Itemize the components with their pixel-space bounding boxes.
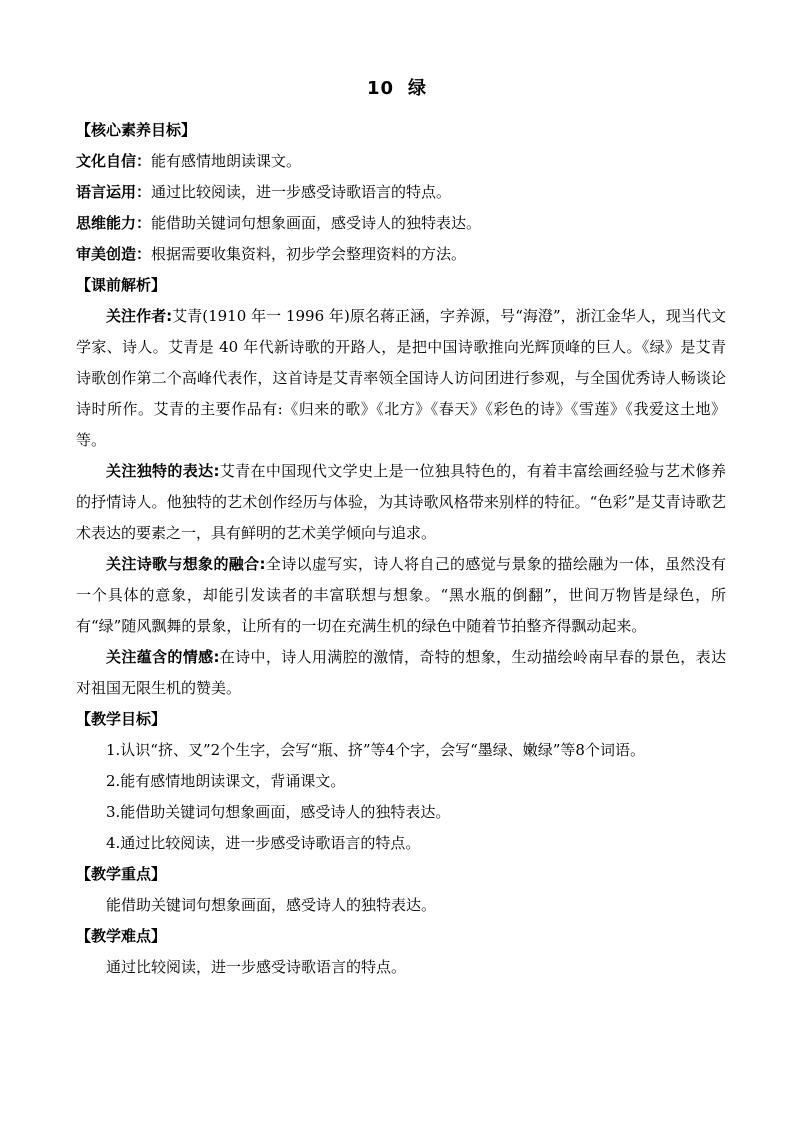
teaching-goals-heading: 【教学目标】 bbox=[76, 710, 167, 728]
core-goal-text: 根据需要收集资料，初步学会整理资料的方法。 bbox=[151, 245, 467, 263]
analysis-label: 关注作者: bbox=[106, 307, 173, 325]
analysis-paragraph bbox=[76, 642, 726, 704]
key-points-heading: 【教学重点】 bbox=[76, 865, 167, 883]
analysis-heading: 【课前解析】 bbox=[76, 276, 167, 294]
analysis-label: 关注诗歌与想象的融合: bbox=[106, 555, 266, 573]
core-goal-item bbox=[76, 177, 726, 208]
teaching-goal-item: 2.能有感情地朗读课文，背诵课文。 bbox=[106, 772, 346, 790]
core-goal-item bbox=[76, 208, 726, 239]
key-points-text: 能借助关键词句想象画面，感受诗人的独特表达。 bbox=[106, 896, 437, 914]
teaching-goal-item: 3.能借助关键词句想象画面，感受诗人的独特表达。 bbox=[106, 803, 451, 821]
difficulties-heading: 【教学难点】 bbox=[76, 927, 167, 945]
core-goal-item bbox=[76, 146, 726, 177]
lesson-title: 绿 bbox=[408, 78, 428, 99]
analysis-paragraph bbox=[76, 301, 726, 456]
teaching-goal-item: 1.认识“挤、叉”2个生字，会写“瓶、挤”等4个字，会写“墨绿、嫩绿”等8个词语。 bbox=[106, 741, 645, 759]
core-goal-item bbox=[76, 239, 726, 270]
analysis-text: 在诗中，诗人用满腔的激情，奇特的想象，生动描绘岭南早春的景色，表达对祖国无限生机的赞美。 bbox=[76, 648, 726, 697]
core-goal-label: 审美创造： bbox=[76, 245, 152, 263]
core-goal-text: 通过比较阅读，进一步感受诗歌语言的特点。 bbox=[151, 183, 452, 201]
core-goal-label: 文化自信： bbox=[76, 152, 152, 170]
page-title bbox=[0, 74, 794, 100]
core-goal-text: 能借助关键词句想象画面，感受诗人的独特表达。 bbox=[151, 214, 482, 232]
analysis-paragraph bbox=[76, 549, 726, 642]
lesson-number: 10 bbox=[366, 78, 395, 99]
analysis-label: 关注蕴含的情感: bbox=[106, 648, 220, 666]
analysis-text: 全诗以虚写实，诗人将自己的感觉与景象的描绘融为一体，虽然没有一个具体的意象，却能引发读者的丰富联想与想象。“黑水瓶的倒翻”，世间万物皆是绿色，所有“绿”随风飘舞的景象，让所有的一切在充满生机的绿色中随着节拍整齐得飘动起来。 bbox=[76, 555, 726, 635]
core-goal-text: 能有感情地朗读课文。 bbox=[151, 152, 302, 170]
core-goals-heading: 【核心素养目标】 bbox=[76, 121, 197, 139]
difficulties-text: 通过比较阅读，进一步感受诗歌语言的特点。 bbox=[106, 958, 407, 976]
core-goal-label: 思维能力： bbox=[76, 214, 152, 232]
teaching-goal-item: 4.通过比较阅读，进一步感受诗歌语言的特点。 bbox=[106, 834, 421, 852]
analysis-paragraph bbox=[76, 456, 726, 549]
analysis-label: 关注独特的表达: bbox=[106, 462, 220, 480]
core-goal-label: 语言运用： bbox=[76, 183, 152, 201]
analysis-text: 艾青在中国现代文学史上是一位独具特色的，有着丰富绘画经验与艺术修养的抒情诗人。他独特的艺术创作经历与体验，为其诗歌风格带来别样的特征。“色彩”是艾青诗歌艺术表达的要素之一，具有鲜明的艺术美学倾向与追求。 bbox=[76, 462, 726, 542]
document-body bbox=[76, 115, 726, 983]
analysis-text: 艾青(1910 年一 1996 年)原名蒋正涵，字养源，号“海澄”，浙江金华人，现当代文学家、诗人。艾青是 40 年代新诗歌的开路人，是把中国诗歌推向光辉顶峰的巨人。《绿》是艾青诗歌创作第二个高峰代表作，这首诗是艾青率领全国诗人访问团进行参观，与全国优秀诗人畅谈论诗时所作。艾青的主要作品有:《归来的歌》《北方》《春天》《彩色的诗》《雪莲》《我爱这土地》等。 bbox=[76, 307, 727, 449]
